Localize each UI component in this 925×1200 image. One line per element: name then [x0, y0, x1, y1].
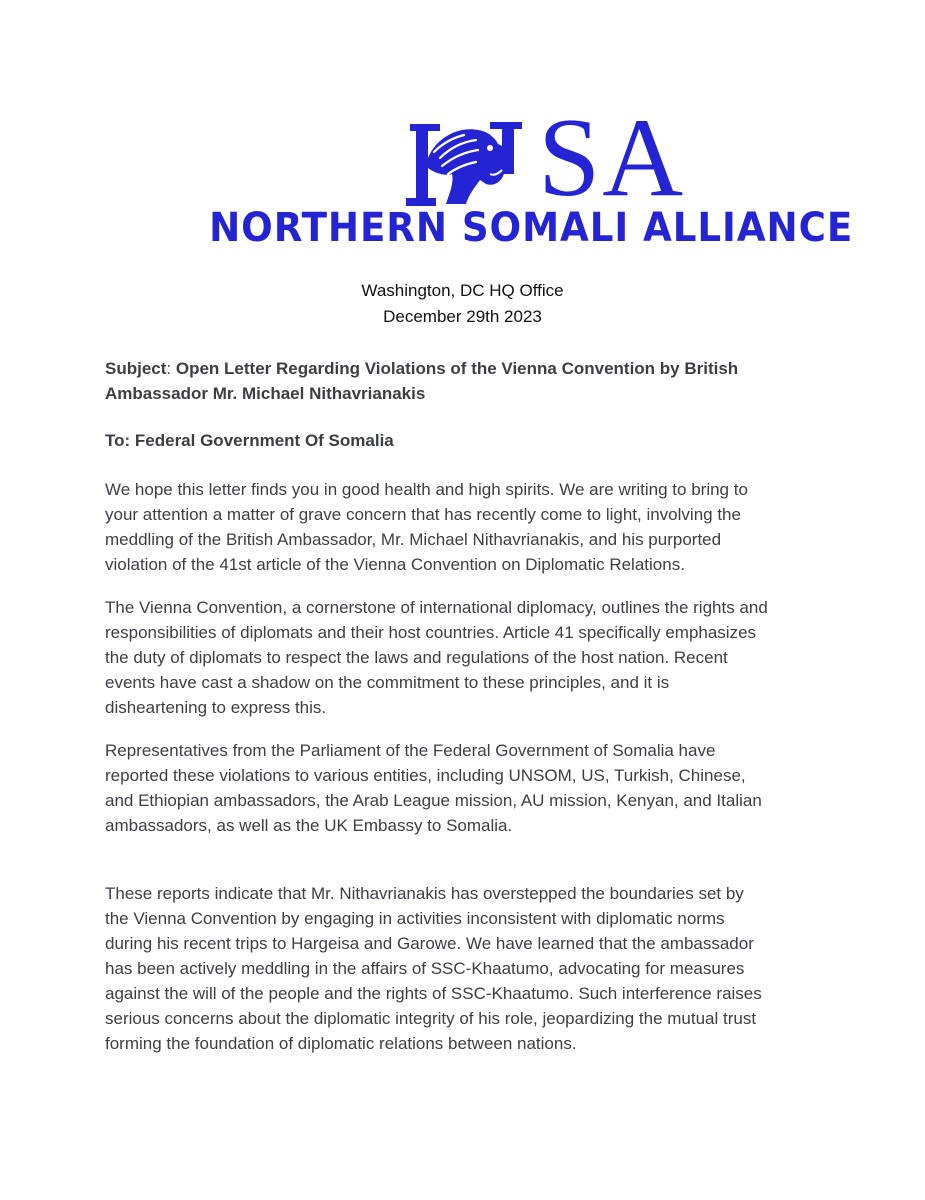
- text-line: your attention a matter of grave concern that has recently come to light, involving the: [105, 505, 741, 524]
- body-paragraph: [105, 595, 817, 720]
- subject-line: [105, 356, 825, 406]
- text-line: the Vienna Convention by engaging in activities inconsistent with diplomatic norms: [105, 909, 725, 928]
- text-line: during his recent trips to Hargeisa and Garowe. We have learned that the ambassador: [105, 934, 754, 953]
- text-line: reported these violations to various entities, including UNSOM, US, Turkish, Chinese,: [105, 766, 746, 785]
- text-line: The Vienna Convention, a cornerstone of international diplomacy, outlines the rights and: [105, 598, 768, 617]
- text-line: against the will of the people and the rights of SSC-Khaatumo. Such interference raises: [105, 984, 762, 1003]
- subject-label: Subject: [105, 359, 167, 378]
- body-paragraph: [105, 881, 817, 1056]
- text-line: disheartening to express this.: [105, 698, 327, 717]
- text-line: has been actively meddling in the affairs of SSC-Khaatumo, advocating for measures: [105, 959, 745, 978]
- text-line: responsibilities of diplomats and their host countries. Article 41 specifically emphasizes: [105, 623, 757, 642]
- subject-line-2: Ambassador Mr. Michael Nithavrianakis: [105, 384, 426, 403]
- office-location: Washington, DC HQ Office: [361, 281, 564, 300]
- subject-text: Open Letter Regarding Violations of the Vienna Convention by British: [171, 359, 739, 378]
- recipient-line: To: Federal Government Of Somalia: [105, 431, 394, 450]
- text-line: Representatives from the Parliament of the Federal Government of Somalia have: [105, 741, 716, 760]
- text-line: violation of the 41st article of the Vienna Convention on Diplomatic Relations.: [105, 555, 685, 574]
- text-line: forming the foundation of diplomatic relations between nations.: [105, 1034, 577, 1053]
- subject-separator: :: [166, 359, 172, 378]
- subject-line-1: [105, 356, 825, 381]
- text-line: meddling of the British Ambassador, Mr. Michael Nithavrianakis, and his purported: [105, 530, 722, 549]
- organization-name: NORTHERN SOMALI ALLIANCE: [209, 205, 854, 251]
- letter-date: December 29th 2023: [383, 307, 542, 326]
- logo-letters: SA: [538, 96, 686, 220]
- body-paragraph: [105, 738, 817, 838]
- text-line: We hope this letter finds you in good health and high spirits. We are writing to bring to: [105, 480, 748, 499]
- text-line: ambassadors, as well as the UK Embassy to Somalia.: [105, 816, 513, 835]
- text-line: the duty of diplomats to respect the laws and regulations of the host nation. Recent: [105, 648, 728, 667]
- text-line: These reports indicate that Mr. Nithavrianakis has overstepped the boundaries set by: [105, 884, 744, 903]
- text-line: events have cast a shadow on the commitment to these principles, and it is: [105, 673, 670, 692]
- body-paragraph: [105, 477, 817, 577]
- logo-mark: [298, 96, 686, 220]
- nsa-logo: [190, 96, 854, 258]
- text-line: serious concerns about the diplomatic integrity of his role, jeopardizing the mutual trust: [105, 1009, 757, 1028]
- text-line: and Ethiopian ambassadors, the Arab League mission, AU mission, Kenyan, and Italian: [105, 791, 762, 810]
